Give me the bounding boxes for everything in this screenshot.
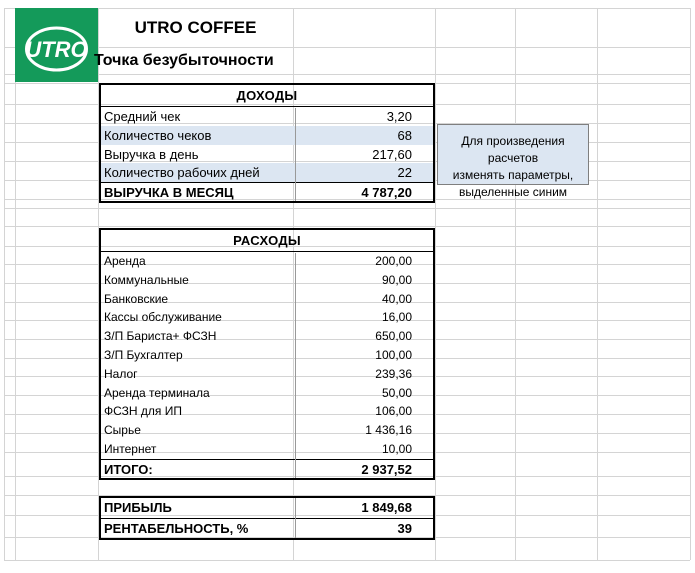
grid-line	[435, 8, 436, 560]
row-label: Сырье	[104, 423, 141, 438]
sheet-title: UTRO COFFEE	[134, 18, 257, 37]
grid-line	[690, 8, 691, 560]
column-divider	[295, 253, 296, 478]
instruction-note	[437, 124, 589, 199]
result-table	[99, 496, 435, 540]
profit-row[interactable]	[101, 498, 433, 518]
row-label: Выручка в день	[104, 146, 199, 162]
expense-row[interactable]	[101, 346, 433, 365]
income-table	[99, 83, 435, 203]
row-label: Коммунальные	[104, 272, 189, 287]
total-value[interactable]: 4 787,20	[361, 185, 412, 201]
income-header: ДОХОДЫ	[101, 85, 433, 107]
row-label: Интернет	[104, 441, 157, 456]
expense-row[interactable]	[101, 271, 433, 290]
expense-row[interactable]	[101, 365, 433, 384]
row-value[interactable]: 22	[397, 165, 412, 181]
grid-line	[4, 8, 5, 560]
row-label: Банковские	[104, 291, 169, 306]
grid-line	[597, 8, 598, 560]
expense-row[interactable]	[101, 384, 433, 403]
note-line: изменять параметры,	[452, 168, 574, 182]
total-value[interactable]: 2 937,52	[361, 461, 412, 477]
row-value[interactable]: 50,00	[381, 385, 412, 400]
row-label: Кассы обслуживание	[104, 310, 222, 325]
expenses-table	[99, 228, 435, 480]
row-label: Аренда	[104, 254, 146, 268]
note-line: выделенные синим	[458, 185, 568, 199]
grid-line	[4, 208, 690, 209]
expense-row[interactable]	[101, 402, 433, 421]
grid-line	[4, 74, 690, 75]
row-value[interactable]: 16,00	[381, 310, 412, 325]
expense-row[interactable]	[101, 327, 433, 346]
logo-text: UTRO	[25, 37, 88, 62]
income-row[interactable]	[101, 145, 433, 164]
profitability-row[interactable]	[101, 518, 433, 538]
expense-row[interactable]	[101, 440, 433, 459]
grid-line	[4, 226, 690, 227]
row-label: З/П Бариста+ ФСЗН	[104, 329, 217, 344]
grid-line	[4, 560, 690, 561]
expense-row[interactable]	[101, 308, 433, 327]
profit-value[interactable]: 1 849,68	[361, 500, 412, 515]
grid-line	[515, 8, 516, 560]
profitability-value[interactable]: 39	[397, 521, 412, 536]
row-label: Аренда терминала	[104, 385, 210, 400]
total-label: ВЫРУЧКА В МЕСЯЦ	[104, 185, 234, 201]
expenses-total-row[interactable]	[101, 459, 433, 478]
row-value[interactable]: 10,00	[381, 441, 412, 456]
row-value[interactable]: 650,00	[375, 329, 412, 344]
profitability-label: РЕНТАБЕЛЬНОСТЬ, %	[104, 521, 249, 536]
column-divider	[295, 498, 296, 538]
expense-row[interactable]	[101, 252, 433, 271]
income-row-editable[interactable]	[101, 126, 433, 145]
note-line: Для произведения расчетов	[461, 134, 565, 165]
row-label: Количество чеков	[104, 127, 212, 143]
row-label: ФСЗН для ИП	[104, 404, 182, 419]
total-label: ИТОГО:	[104, 461, 153, 477]
row-value[interactable]: 40,00	[381, 291, 412, 306]
row-value[interactable]: 68	[397, 127, 412, 143]
sheet-subtitle: Точка безубыточности	[94, 52, 274, 69]
row-value[interactable]: 217,60	[372, 146, 412, 162]
expenses-header: РАСХОДЫ	[101, 230, 433, 252]
row-label: З/П Бухгалтер	[104, 347, 183, 362]
income-row[interactable]	[101, 107, 433, 126]
row-value[interactable]: 1 436,16	[365, 423, 412, 438]
utro-logo	[15, 8, 98, 82]
expense-row[interactable]	[101, 290, 433, 309]
expense-row[interactable]	[101, 421, 433, 440]
profit-label: ПРИБЫЛЬ	[104, 500, 172, 515]
grid-line	[15, 8, 16, 560]
row-value[interactable]: 200,00	[375, 254, 412, 268]
row-value[interactable]: 239,36	[375, 366, 412, 381]
row-label: Средний чек	[104, 109, 181, 124]
row-value[interactable]: 90,00	[381, 272, 412, 287]
income-total-row[interactable]	[101, 182, 433, 201]
row-value[interactable]: 100,00	[375, 347, 412, 362]
row-value[interactable]: 3,20	[386, 109, 412, 124]
column-divider	[295, 108, 296, 201]
row-label: Количество рабочих дней	[104, 165, 260, 181]
row-value[interactable]: 106,00	[375, 404, 412, 419]
income-row-editable[interactable]	[101, 163, 433, 182]
row-label: Налог	[104, 366, 138, 381]
